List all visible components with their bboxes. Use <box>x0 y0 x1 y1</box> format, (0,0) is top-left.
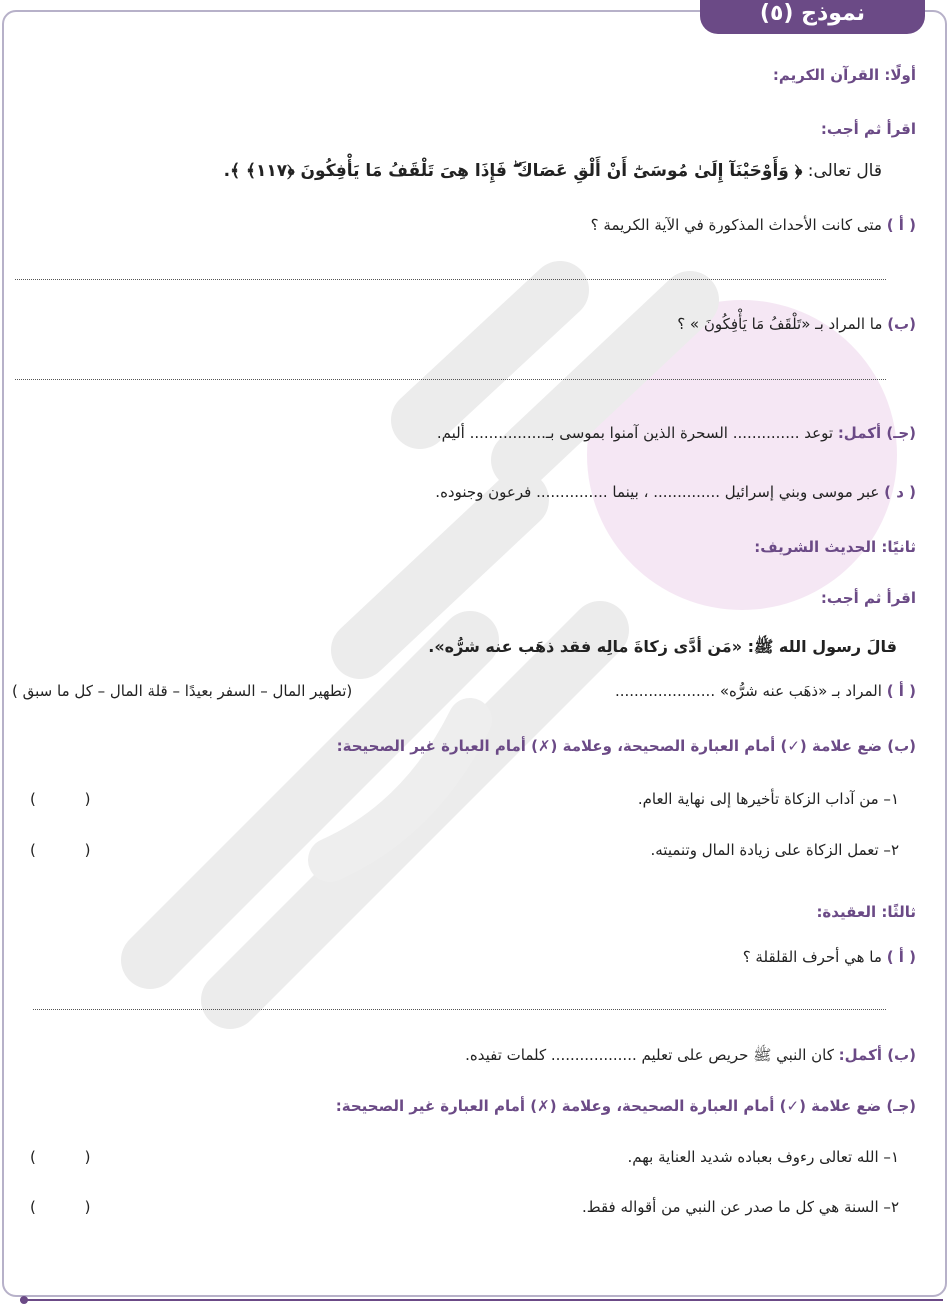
statement-text: ١– من آداب الزكاة تأخيرها إلى نهاية العام. <box>637 790 899 808</box>
question-b-text: كان النبي ﷺ حريص على تعليم .................. كلمات تفيده. <box>465 1046 834 1064</box>
section-aqeedah-title: ثالثًا: العقيدة: <box>816 903 916 921</box>
quran-intro: قال تعالى: <box>807 161 882 181</box>
answer-line[interactable] <box>33 1009 886 1010</box>
section-hadith-title: ثانيًا: الحديث الشريف: <box>754 538 916 556</box>
answer-line[interactable] <box>15 379 886 380</box>
model-title: نموذج (٥) <box>759 1 866 26</box>
question-d-text: عبر موسى وبني إسرائيل .............. ، بينما ............... فرعون وجنوده. <box>435 483 880 501</box>
answer-parentheses[interactable]: ( ) <box>30 1198 113 1216</box>
question-c-text: توعد .............. السحرة الذين آمنوا بموسى بـ................ أليم. <box>436 424 834 442</box>
question-b-label: (ب) <box>887 315 916 333</box>
statement-text: ١– الله تعالى رءوف بعباده شديد العناية بهم. <box>627 1148 899 1166</box>
question-a-label: ( أ ) <box>886 682 916 700</box>
question-d-label: ( د ) <box>884 483 916 501</box>
quran-verse: ﴿ وَأَوْحَيْنَآ إِلَىٰ مُوسَىٰٓ أَنْ أَلْقِ عَصَاكَ ۖ فَإِذَا هِىَ تَلْقَفُ مَا يَأْفِكُونَ ﴿١١٧﴾ ﴾. <box>223 161 803 181</box>
question-a-label: ( أ ) <box>886 216 916 234</box>
footer-dot <box>20 1296 28 1304</box>
quran-question-c <box>437 424 916 442</box>
quran-verse-line <box>224 160 882 181</box>
answer-parentheses[interactable]: ( ) <box>30 790 113 808</box>
section-quran-title: أولًا: القرآن الكريم: <box>772 66 916 84</box>
answer-parentheses[interactable]: ( ) <box>30 1148 113 1166</box>
question-a-text: المراد بـ «ذهَب عنه شرُّه» ..................... <box>614 682 882 700</box>
model-tab <box>700 0 925 34</box>
answer-line[interactable] <box>15 279 886 280</box>
hadith-instruction: اقرأ ثم أجب: <box>820 589 916 607</box>
aqeedah-question-c-heading: (جـ) ضع علامة (✓) أمام العبارة الصحيحة، وعلامة (✗) أمام العبارة غير الصحيحة: <box>335 1097 916 1115</box>
aqeedah-question-a <box>743 948 916 966</box>
aqeedah-question-b <box>465 1046 916 1068</box>
statement-text: ٢– تعمل الزكاة على زيادة المال وتنميته. <box>650 841 899 859</box>
question-a-label: ( أ ) <box>886 948 916 966</box>
question-b-text: ما المراد بـ «تَلْقَفُ مَا يَأْفِكُونَ » ؟ <box>677 315 883 333</box>
quran-question-b <box>677 315 916 333</box>
question-b-label: (ب) أكمل: <box>838 1046 916 1064</box>
quran-instruction: اقرأ ثم أجب: <box>820 120 916 138</box>
question-c-label: (جـ) أكمل: <box>837 424 916 442</box>
question-a-text: ما هي أحرف القلقلة ؟ <box>742 948 882 966</box>
answer-parentheses[interactable]: ( ) <box>30 841 113 859</box>
footer-bar <box>20 1299 943 1301</box>
statement-text: ٢– السنة هي كل ما صدر عن النبي من أقواله فقط. <box>581 1198 899 1216</box>
hadith-question-b-heading: (ب) ضع علامة (✓) أمام العبارة الصحيحة، وعلامة (✗) أمام العبارة غير الصحيحة: <box>336 737 916 755</box>
question-a-text: متى كانت الأحداث المذكورة في الآية الكريمة ؟ <box>590 216 882 234</box>
hadith-question-a <box>615 682 916 700</box>
hadith-question-a-options: (تطهير المال – السفر بعيدًا – قلة المال – كل ما سبق ) <box>12 682 353 700</box>
quran-question-a <box>591 216 916 234</box>
quran-question-d <box>435 483 916 501</box>
hadith-text: قالَ رسول الله ﷺ: «مَن أدَّى زكاةَ مالِه فقد ذهَب عنه شرُّه». <box>428 637 897 656</box>
